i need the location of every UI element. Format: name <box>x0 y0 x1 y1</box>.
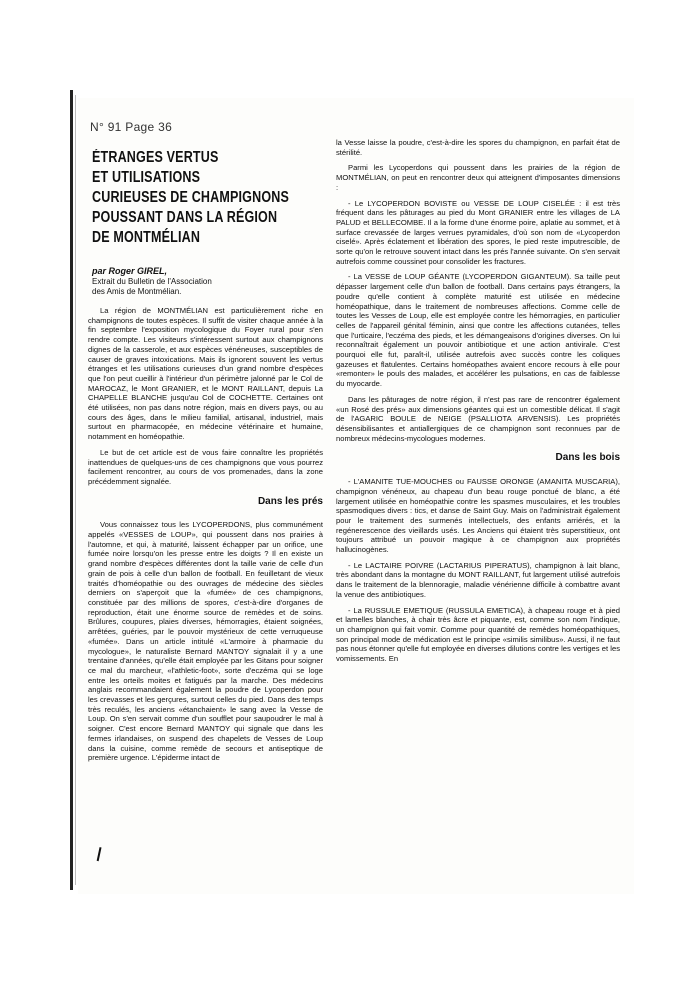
source-line: Extrait du Bulletin de l'Association <box>92 277 212 286</box>
author-name: par Roger GIREL, <box>92 266 168 276</box>
paragraph: - La RUSSULE EMETIQUE (RUSSULA EMETICA), à chapeau rouge et à pied et lamelles blanches, à chair très âcre et piquante, est, comme son nom l'indique, un champignon qui fait vomir. Comme pour quantité de remèdes homéopathiques, son principal mode de médication est le principe «similis similibus». Aussi, il ne faut pas nous étonner qu'elle fut employée en diverses dilutions contre les vertiges et les vomissements. En <box>336 605 620 664</box>
right-column <box>336 138 620 670</box>
paragraph: la Vesse laisse la poudre, c'est-à-dire les spores du champignon, en parfait état de stérilité. <box>336 138 620 157</box>
title-line: POUSSANT DANS LA RÉGION <box>92 209 278 226</box>
title-line: DE MONTMÉLIAN <box>92 229 201 246</box>
title-line: ET UTILISATIONS <box>92 169 201 186</box>
paragraph: Dans les pâturages de notre région, il n'est pas rare de rencontrer également «un Rosé des prés» aux dimensions géantes qui est un comestible délicat. Il s'agit de l'AGARIC BOULE de NEIGE (PSALLIOTA ARVENSIS). Les propriétés désensibilisantes et antiallergiques de ce champignon sont reconnues par de nombreux médecins-mycologues modernes. <box>336 394 620 443</box>
scan-edge <box>70 90 73 890</box>
title-line: ÉTRANGES VERTUS <box>92 149 219 166</box>
byline <box>92 266 322 297</box>
section-heading-pres: Dans les prés <box>257 495 323 507</box>
paragraph: - Le LYCOPERDON BOVISTE ou VESSE DE LOUP CISELÉE : il est très fréquent dans les pâturages au pied du Mont GRANIER entre les villages de LA PALUD et BELLECOMBE. Il a la forme d'une énorme poire, aplatie au sommet, et à surface crevassée de larges verrues pyramidales, d'où son nom de «Lycoperdon ciselé». Après éclatement et libération des spores, le pied reste imputrescible, de sorte qu'on le retrouve souvent intact dans les prés l'année suivante. On s'en servait autrefois comme coussinet pour consolider les fractures. <box>336 198 620 266</box>
left-column <box>88 306 323 769</box>
scan-edge-inner <box>75 95 76 885</box>
paragraph: La région de MONTMÉLIAN est particulièrement riche en champignons de toutes espèces. Il suffit de visiter chaque année à la fin septembre l'exposition mycologique du Foyer rural pour s'en rendre compte. Les visiteurs s'intéressent surtout aux champignons dignes de la casserole, et aux espèces vénéneuses, susceptibles de causer de graves intoxications. Mais ils ignorent souvent les vertus étranges et les utilisations curieuses d'un grand nombre d'espèces que l'on peut cueillir à l'intérieur d'un périmètre jalonné par le Col de MAROCAZ, le Mont GRANIER, et le MONT RAILLANT, depuis La CHAPELLE BLANCHE jusqu'au Col de COCHETTE. Certaines ont été utilisées, non pas dans notre région, mais en divers pays, ou au cours des âges, dans le milieu familial, artisanal, industriel, mais surtout en pharmacopée, en médecine vétérinaire et humaine, notamment en homéopathie. <box>88 306 323 442</box>
paragraph: Le but de cet article est de vous faire connaître les propriétés inattendues de quelques-uns de ces champignons que vous pourrez facilement rencontrer, au cours de vos promenades, dans la zone précédemment signalée. <box>88 447 323 486</box>
paragraph: Parmi les Lycoperdons qui poussent dans les prairies de la région de MONTMÉLIAN, on peut en rencontrer deux qui atteignent d'imposantes dimensions : <box>336 163 620 192</box>
paragraph: Vous connaissez tous les LYCOPERDONS, plus communément appelés «VESSES de LOUP», qui poussent dans nos prairies à l'automne, et qui, à maturité, laissent échapper par un orifice, une fumée noire lorsqu'on les presse entre les doigts ? Il en existe un grand nombre d'espèces différentes dont la taille varie de celle d'un grain de pois à celle d'un ballon de football. En feuilletant de vieux traités d'homéopathie ou des ouvrages de médecine des siècles derniers on s'aperçoit que la «fumée» de ces champignons, constituée par des millions de spores, c'est-à-dire d'organes de reproduction, était une énorme source de remèdes et de soins. Brûlures, coupures, plaies diverses, hémorragies, étaient soignées, arrêtées, guéries, par le pouvoir mystérieux de cette verruqueuse «fumée». Dans un article intitulé «L'armoire à pharmacie du mycologue», le naturaliste Bernard MANTOY signalait il y a une trentaine d'années, qu'elle était employée par les Gitans pour soigner ce mal du marcheur, «l'athletic-foot», sorte d'eczéma qui se loge entre les orteils moites et fatigués par la marche. Des médecins anglais recommandaient également la poudre de Lycoperdon pour les crevasses et les gerçures, surtout celles du pied. Dans des temps très reculés, les anciens «étanchaient» le sang avec la Vesse de Loup. On s'en servait comme d'un soufflet pour saupoudrer le mal à soigner. C'est encore Bernard MANTOY qui signale que dans les fermes irlandaises, on suspend des chapelets de Vesses de Loup dans la cuisine, comme remède de secours et antiseptique de première urgence. L'épiderme intact de <box>88 520 323 763</box>
source-line: des Amis de Montmélian. <box>92 287 182 296</box>
paragraph: - L'AMANITE TUE-MOUCHES ou FAUSSE ORONGE (AMANITA MUSCARIA), champignon vénéneux, au chapeau d'un beau rouge ponctué de blanc, a été largement utilisée en homéopathie contre les spasmes musculaires, et les troubles spasmodiques divers : tics, et danse de Saint Guy. Mais on l'administrait également pour le traitement des surmenés intellectuels, des enfants arriérés, et la regénerescence des vieillards usés. Les Anciens qui étaient très superstitieux, ont toujours attribué un pouvoir magique à ce champignon aux propriétés hallucinogènes. <box>336 477 620 555</box>
title-line: CURIEUSES DE CHAMPIGNONS <box>92 189 289 206</box>
issue-number: N° 91 Page 36 <box>90 120 173 134</box>
paragraph: - La VESSE de LOUP GÉANTE (LYCOPERDON GIGANTEUM). Sa taille peut dépasser largement celle d'un ballon de football. Dans certains pays étrangers, la poudre qu'elle contient à complète maturité est utilisée en médecine homéopathique, dans le traitement de nombreuses affections. Comme celle de toutes les Vesses de Loup, elle est employée contre les hémorragies, en particulier celles de l'appareil génital féminin, ainsi que contre les affections cutanées, telles que l'urticaire, l'eczéma des pieds, et les démangeaisons d'origines diverses. On lui reconnaîtrait également un pouvoir antibiotique et une action antivirale. C'est pourquoi elle fut, paraît-il, utilisée autrefois avec succès contre les coliques gazeuses et flatulentes. Certains homéopathes avaient encore recours à elle pour «remonter» le pouls des malades, et accélérer les pulsations, en cas de faiblesse du myocarde. <box>336 272 620 389</box>
paragraph: - Le LACTAIRE POIVRE (LACTARIUS PIPERATUS), champignon à lait blanc, très abondant dans la montagne du MONT RAILLANT, fut largement utilisé autrefois dans le traitement de la blennoragie, maladie vénérienne difficile à combattre avant la venue des antibiotiques. <box>336 560 620 599</box>
section-heading-bois: Dans les bois <box>555 452 620 464</box>
article-title <box>92 148 289 248</box>
